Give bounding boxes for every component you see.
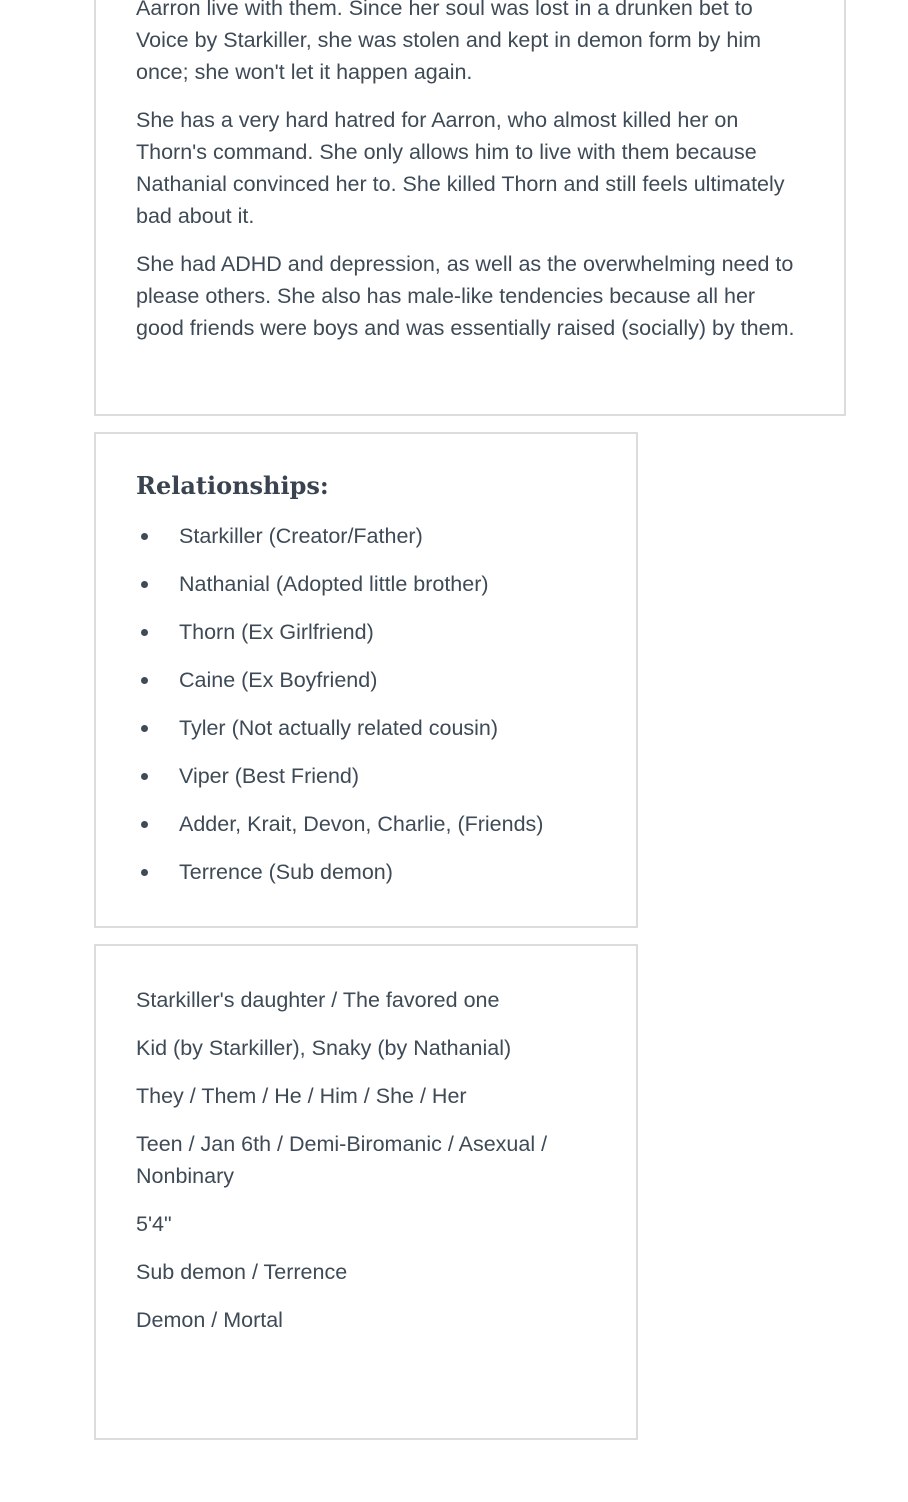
list-item — [136, 760, 543, 808]
sub-demon-line: Sub demon / Terrence — [136, 1260, 348, 1284]
list-item — [136, 568, 543, 616]
bullet-icon — [141, 581, 148, 588]
bullet-icon — [141, 725, 148, 732]
biography-paragraph: She had ADHD and depression, as well as the overwhelming need to please others. She also has male-like tendencies because all her good friends were boys and was essentially raised (socially) by them. — [136, 252, 795, 340]
list-item — [136, 664, 543, 712]
list-item — [136, 616, 543, 664]
relationship-label: Viper (Best Friend) — [179, 764, 360, 788]
relationship-label: Caine (Ex Boyfriend) — [179, 668, 378, 692]
relationship-label: Terrence (Sub demon) — [179, 860, 393, 884]
list-item — [136, 808, 543, 856]
relationships-list — [136, 520, 543, 904]
bullet-icon — [141, 677, 148, 684]
bullet-icon — [141, 629, 148, 636]
list-item — [136, 712, 543, 760]
species-line: Demon / Mortal — [136, 1308, 283, 1332]
bullet-icon — [141, 773, 148, 780]
biography-paragraph: She has a very hard hatred for Aarron, who almost killed her on Thorn's command. She only allows him to live with them because Nathanial convinced her to. She killed Thorn and still feels ultimately bad about it. — [136, 108, 785, 228]
nicknames-line: Kid (by Starkiller), Snaky (by Nathanial) — [136, 1036, 512, 1060]
relationship-label: Thorn (Ex Girlfriend) — [179, 620, 374, 644]
height-line: 5'4" — [136, 1212, 172, 1236]
biography-paragraph: Aarron live with them. Since her soul was lost in a drunken bet to Voice by Starkiller, she was stolen and kept in demon form by him once; she won't let it happen again. — [136, 0, 762, 84]
relationship-label: Starkiller (Creator/Father) — [179, 524, 423, 548]
bullet-icon — [141, 821, 148, 828]
relationship-label: Adder, Krait, Devon, Charlie, (Friends) — [179, 812, 544, 836]
bullet-icon — [141, 869, 148, 876]
bullet-icon — [141, 533, 148, 540]
relationships-heading: Relationships: — [136, 471, 329, 500]
list-item — [136, 856, 543, 904]
title-line: Starkiller's daughter / The favored one — [136, 988, 500, 1012]
list-item — [136, 520, 543, 568]
biography-card — [94, 0, 846, 416]
identity-line: Teen / Jan 6th / Demi-Biromanic / Asexual / Nonbinary — [136, 1132, 548, 1188]
relationships-card — [94, 432, 638, 928]
character-info-card — [94, 944, 638, 1440]
relationship-label: Tyler (Not actually related cousin) — [179, 716, 499, 740]
relationship-label: Nathanial (Adopted little brother) — [179, 572, 489, 596]
pronouns-line: They / Them / He / Him / She / Her — [136, 1084, 467, 1108]
